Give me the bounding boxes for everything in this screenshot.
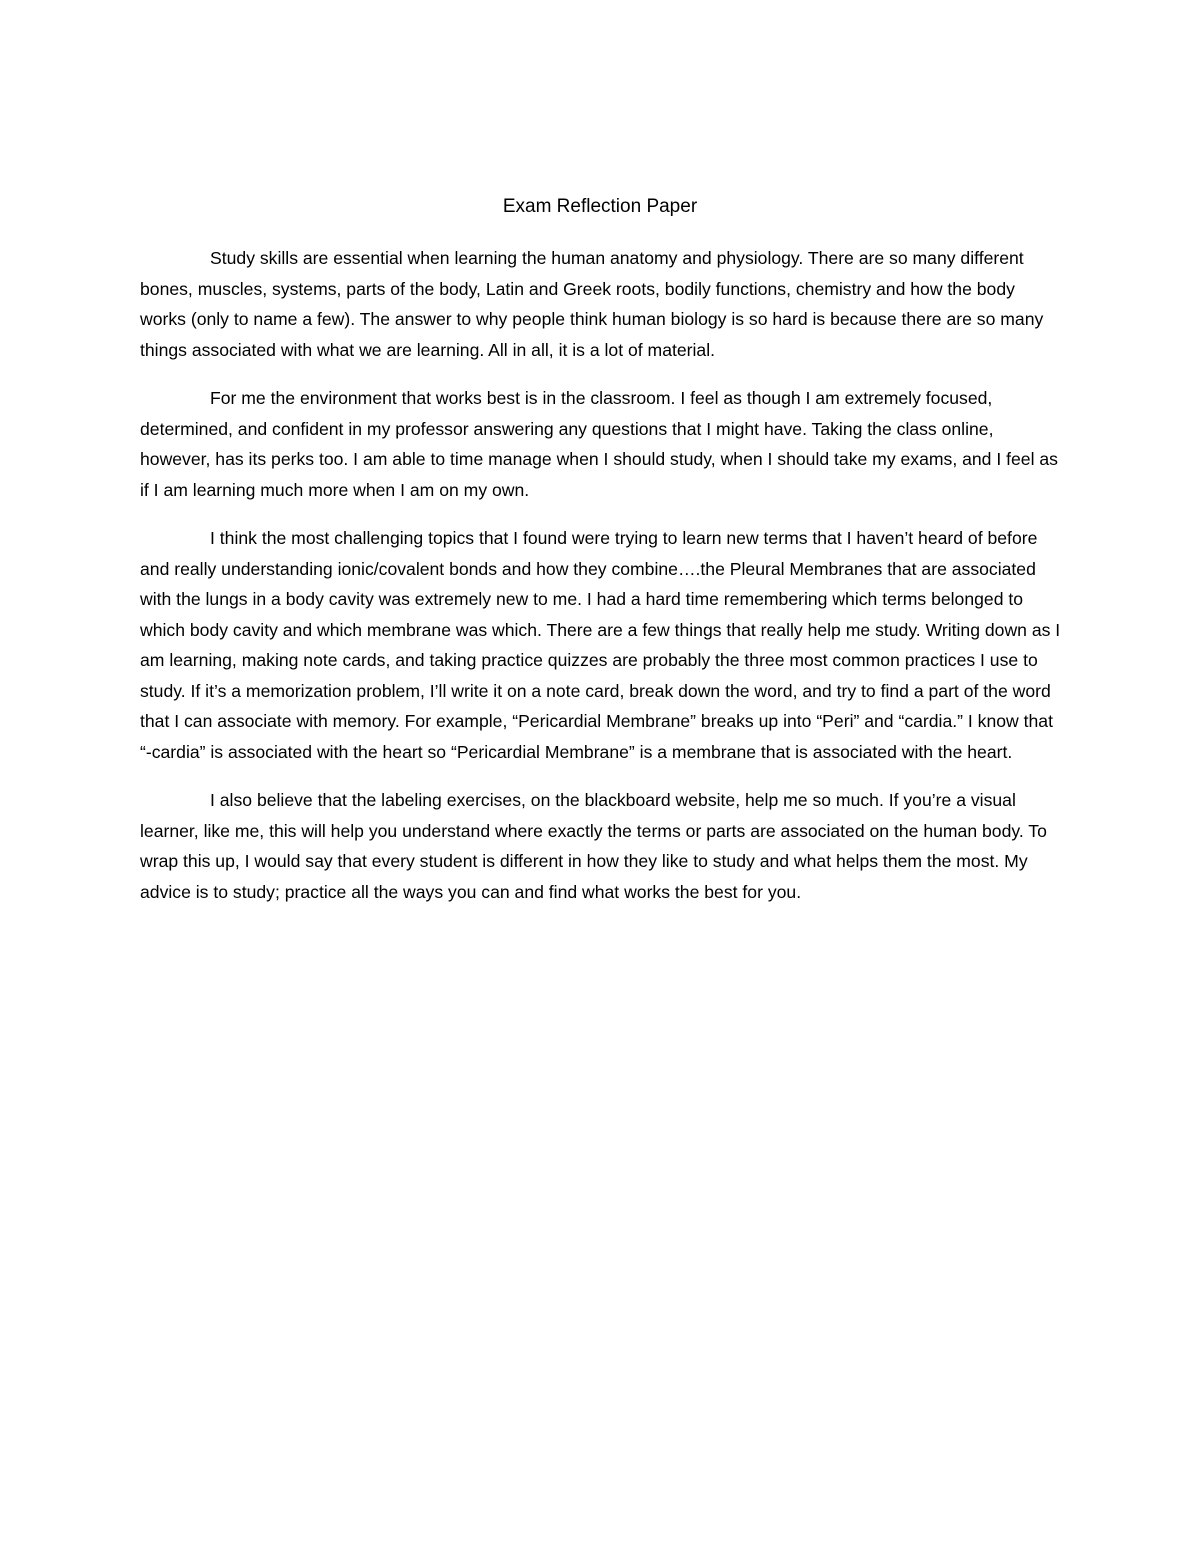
document-body bbox=[140, 243, 1062, 925]
paragraph-challenging-topics: I think the most challenging topics that I found were trying to learn new terms that I haven’t heard of before and really understanding ionic/covalent bonds and how they combine….the Pleural Membranes that are associated with the lungs in a body cavity was extremely new to me. I had a hard time remembering which terms belonged to which body cavity and which membrane was which. There are a few things that really help me study. Writing down as I am learning, making note cards, and taking practice quizzes are probably the three most common practices I use to study. If it’s a memorization problem, I’ll write it on a note card, break down the word, and try to find a part of the word that I can associate with memory. For example, “Pericardial Membrane” breaks up into “Peri” and “cardia.” I know that “-cardia” is associated with the heart so “Pericardial Membrane” is a membrane that is associated with the heart. bbox=[140, 528, 1061, 762]
document-title: Exam Reflection Paper bbox=[502, 196, 698, 217]
paragraph-environment: For me the environment that works best is in the classroom. I feel as though I am extremely focused, determined, and confident in my professor answering any questions that I might have. Taking the class online, however, has its perks too. I am able to time manage when I should study, when I should take my exams, and I feel as if I am learning much more when I am on my own. bbox=[140, 388, 1058, 500]
paragraph-labeling-exercises: I also believe that the labeling exercises, on the blackboard website, help me so much. If you’re a visual learner, like me, this will help you understand where exactly the terms or parts are associated on the human body. To wrap this up, I would say that every student is different in how they like to study and what helps them the most. My advice is to study; practice all the ways you can and find what works the best for you. bbox=[140, 790, 1047, 902]
paragraph-study-skills: Study skills are essential when learning the human anatomy and physiology. There are so many different bones, muscles, systems, parts of the body, Latin and Greek roots, bodily functions, chemistry and how the body works (only to name a few). The answer to why people think human biology is so hard is because there are so many things associated with what we are learning. All in all, it is a lot of material. bbox=[140, 248, 1044, 360]
